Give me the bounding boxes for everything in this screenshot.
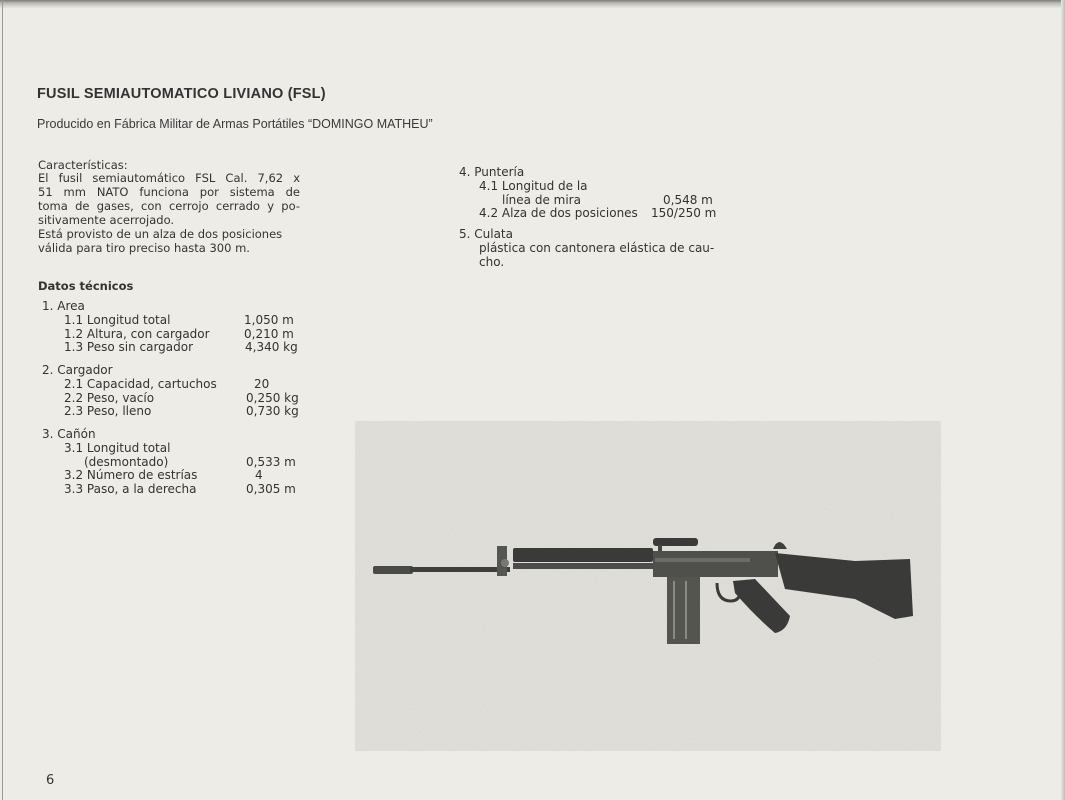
culata-description	[479, 242, 719, 270]
spec-value: 4	[255, 468, 263, 483]
spec-value: 0,533 m	[246, 454, 296, 469]
spec-row	[42, 442, 312, 456]
spec-label: 2.1 Capacidad, cartuchos	[64, 376, 217, 391]
spec-label: 3.1 Longitud total	[64, 440, 171, 455]
spec-row	[42, 456, 312, 470]
spec-row	[42, 378, 312, 392]
section-area	[42, 300, 312, 355]
section-heading: 2. Cargador	[42, 363, 113, 377]
caracteristicas-line: 51 mm NATO funciona por sistema de	[38, 185, 300, 199]
section-punteria	[459, 166, 739, 221]
caracteristicas-line: sitivamente acerrojado.	[38, 213, 175, 227]
spec-label: 1.3 Peso sin cargador	[64, 340, 194, 355]
caracteristicas-line: El fusil semiautomático FSL Cal. 7,62 x	[38, 171, 300, 185]
section-heading: 5. Culata	[459, 227, 513, 241]
spec-row	[459, 207, 739, 221]
spec-value: 20	[254, 376, 270, 391]
page-top-shadow	[0, 0, 1065, 8]
spec-value: 0,250 kg	[246, 390, 299, 405]
spec-value: 0,305 m	[246, 482, 296, 497]
spec-label: 4.1 Longitud de la	[479, 178, 588, 193]
caracteristicas-line: toma de gases, con cerrojo cerrado y po-	[38, 199, 300, 213]
caracteristicas-text	[38, 171, 300, 255]
page-title: FUSIL SEMIAUTOMATICO LIVIANO (FSL)	[37, 86, 326, 102]
spec-row	[42, 405, 312, 419]
rifle-icon	[355, 421, 941, 751]
datos-tecnicos-label: Datos técnicos	[38, 279, 134, 293]
spec-label: 1.1 Longitud total	[64, 312, 171, 327]
spec-row	[42, 328, 312, 342]
spec-value: 1,050 m	[244, 312, 294, 327]
page-number: 6	[46, 773, 55, 788]
spec-label: 3.3 Paso, a la derecha	[64, 482, 197, 497]
section-heading: 1. Area	[42, 299, 85, 313]
spec-row	[42, 483, 312, 497]
page-left-edge	[2, 0, 3, 800]
spec-row	[42, 314, 312, 328]
spec-row	[459, 194, 739, 208]
caracteristicas-line: Está provisto de un alza de dos posiciones	[38, 227, 283, 241]
spec-row	[42, 392, 312, 406]
spec-row	[42, 469, 312, 483]
spec-label: 2.3 Peso, lleno	[64, 404, 152, 419]
spec-value: 0,210 m	[244, 326, 294, 341]
spec-label: 2.2 Peso, vacío	[64, 390, 155, 405]
spec-value: 0,548 m	[663, 192, 713, 207]
section-culata	[459, 228, 739, 269]
page-subtitle: Producido en Fábrica Militar de Armas Portátiles “DOMINGO MATHEU”	[37, 117, 433, 131]
page-right-edge	[1061, 0, 1065, 800]
caracteristicas-label: Características:	[38, 158, 128, 172]
section-canon	[42, 428, 312, 497]
caracteristicas-line: válida para tiro preciso hasta 300 m.	[38, 241, 250, 255]
spec-label: 4.2 Alza de dos posiciones	[479, 206, 638, 221]
section-heading: 4. Puntería	[459, 165, 525, 179]
spec-label-continued: línea de mira	[502, 192, 581, 207]
rifle-photo	[355, 421, 941, 751]
spec-label: 1.2 Altura, con cargador	[64, 326, 210, 341]
spec-label: 3.2 Número de estrías	[64, 468, 198, 483]
spec-value: 4,340 kg	[245, 340, 298, 355]
spec-row	[42, 341, 312, 355]
culata-line: cho.	[479, 254, 505, 269]
spec-value: 0,730 kg	[246, 404, 299, 419]
spec-value: 150/250 m	[651, 206, 717, 221]
culata-line: plástica con cantonera elástica de cau-	[479, 240, 715, 255]
spec-label-continued: (desmontado)	[84, 454, 169, 469]
section-cargador	[42, 364, 312, 419]
section-heading: 3. Cañón	[42, 427, 96, 441]
spec-row	[459, 180, 739, 194]
